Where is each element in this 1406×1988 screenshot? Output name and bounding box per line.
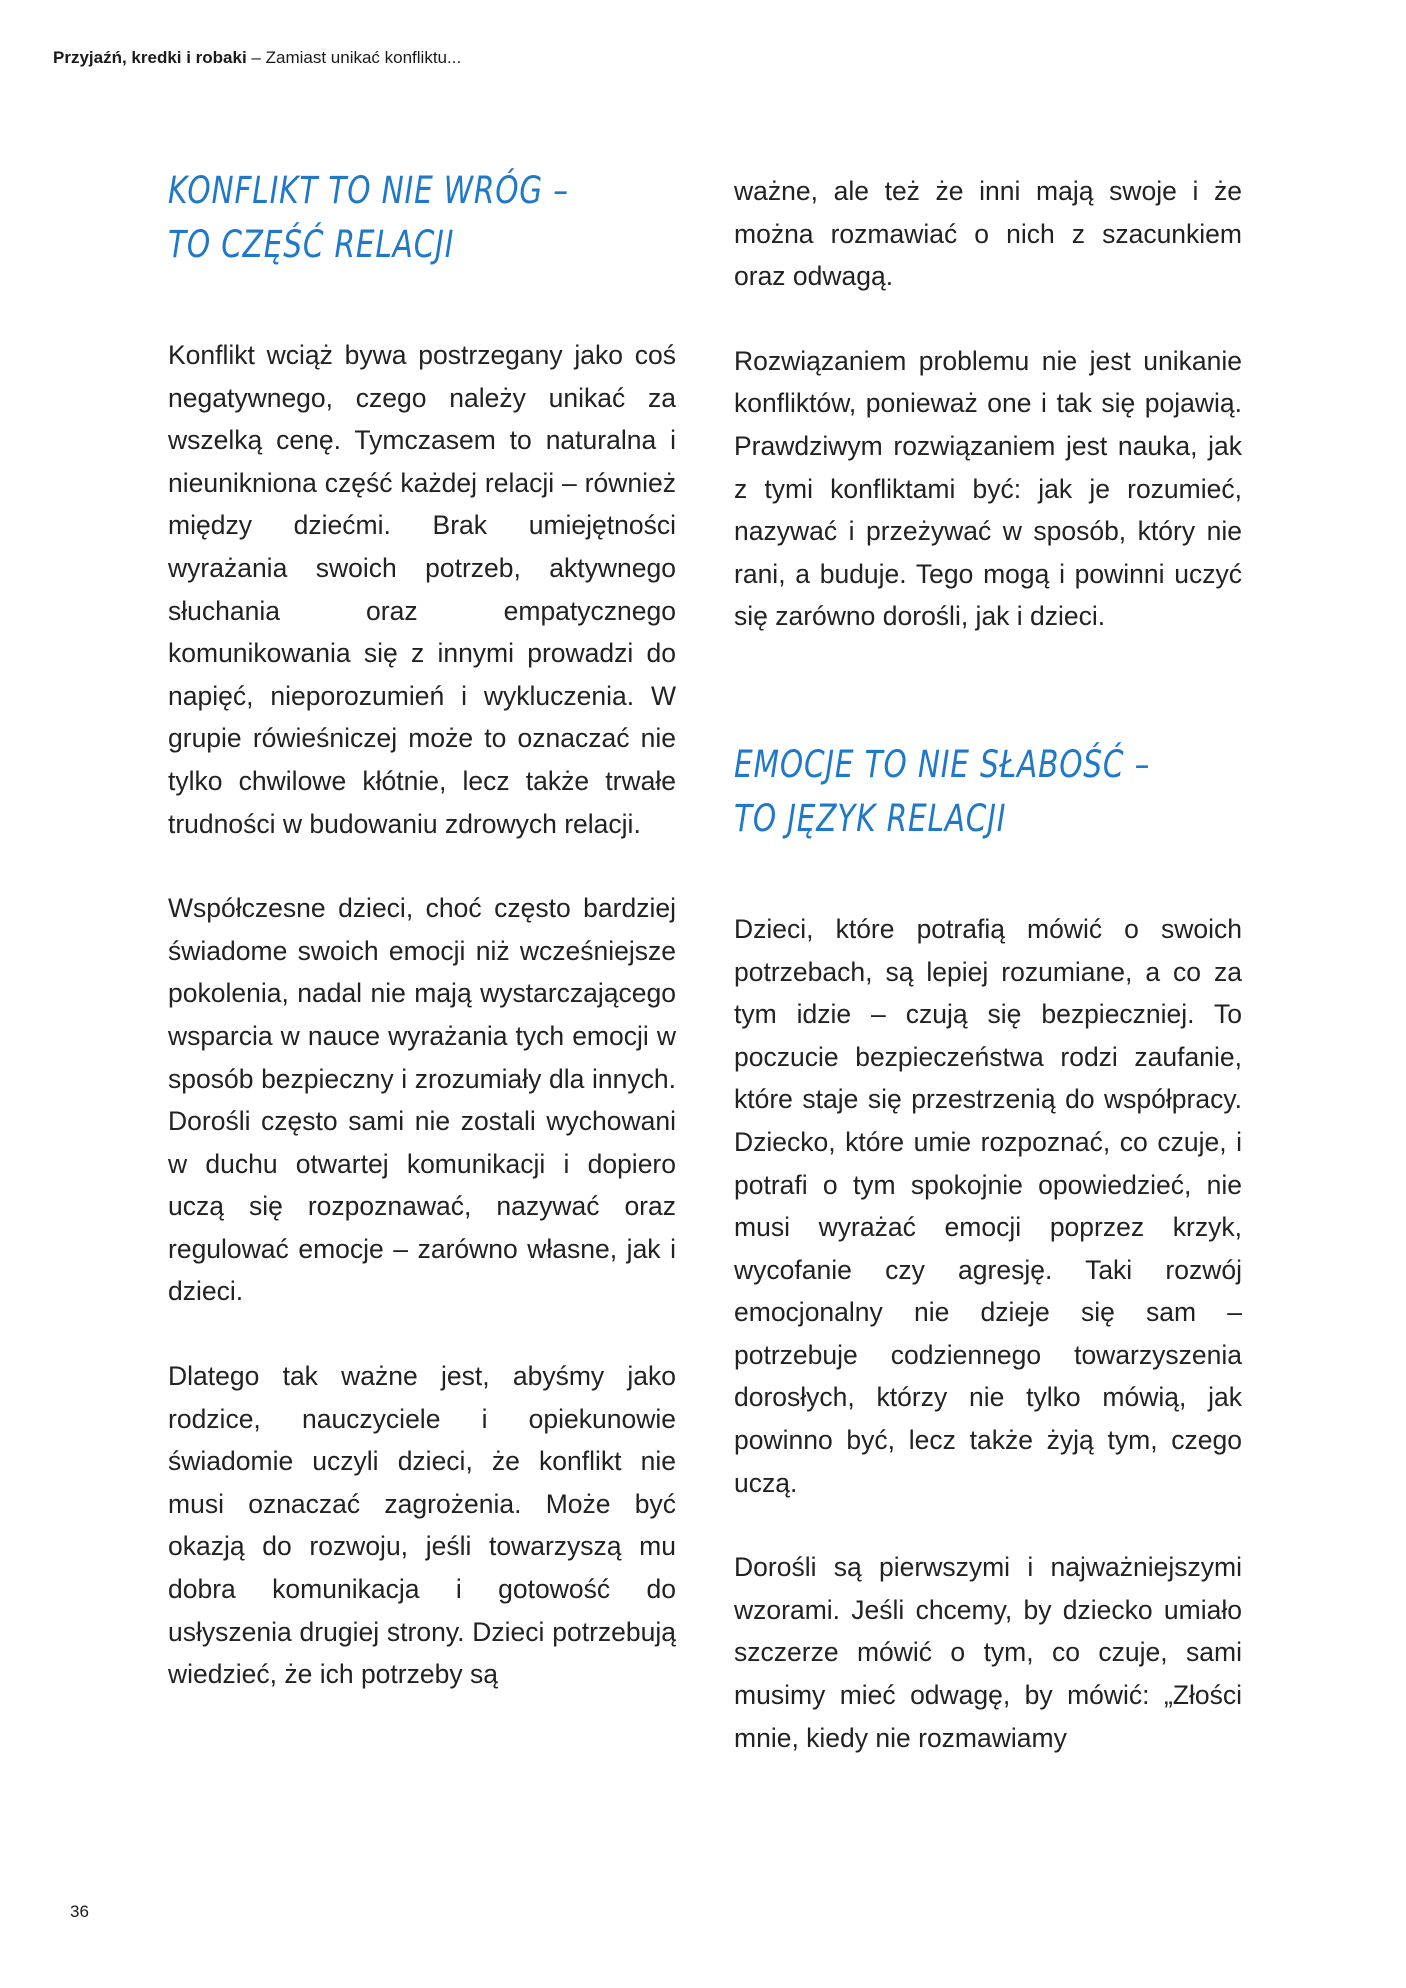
body-paragraph: Współczesne dzieci, choć często bardziej świadome swoich emocji niż wcześniejsze pokolenia, nadal nie mają wystarczającego wsparcia w nauce wyrażania tych emocji w sposób bezpieczny i zrozumiały dla innych. Dorośli często sami nie zostali wychowani w duchu otwartej komunikacji i dopiero uczą się rozpoznawać, nazywać oraz regulować emocje – zarówno własne, jak i dzieci. [168,893,676,1307]
running-head-separator: – [246,48,266,67]
right-column [734,164,1242,1759]
body-paragraph: Rozwiązaniem problemu nie jest unikanie konfliktów, ponieważ one i tak się pojawią. Prawdziwym rozwiązaniem jest nauka, jak z tymi konfliktami być: jak je rozumieć, nazywać i przeżywać w sposób, który nie rani, a buduje. Tego mogą i powinni uczyć się zarówno dorośli, jak i dzieci. [734,345,1242,632]
heading-line: TO CZĘŚĆ RELACJI [168,223,455,266]
left-column [168,164,676,1696]
heading-line: TO JĘZYK RELACJI [734,796,1007,840]
section-heading-konflikt [168,164,648,272]
book-title: Przyjaźń, kredki i robaki [53,48,247,67]
heading-line: EMOCJE TO NIE SŁABOŚĆ – [734,742,1151,786]
body-paragraph: Dorośli są pierwszymi i najważniejszymi wzorami. Jeśli chcemy, by dziecko umiało szczerze mówić o tym, co czuje, sami musimy mieć odwagę, by mówić: „Złości mnie, kiedy nie rozmawiamy [734,1552,1242,1753]
chapter-title: Zamiast unikać konfliktu... [265,48,462,67]
body-paragraph: ważne, ale też że inni mają swoje i że można rozmawiać o nich z szacunkiem oraz odwagą. [734,176,1242,292]
running-head [53,48,461,68]
body-paragraph: Dlatego tak ważne jest, abyśmy jako rodzice, nauczyciele i opiekunowie świadomie uczyli dzieci, że konflikt nie musi oznaczać zagrożenia. Może być okazją do rozwoju, jeśli towarzyszą mu dobra komunikacja i gotowość do usłyszenia drugiej strony. Dzieci potrzebują wiedzieć, że ich potrzeby są [168,1361,676,1690]
section-heading-emocje [734,738,1214,846]
body-paragraph: Dzieci, które potrafią mówić o swoich potrzebach, są lepiej rozumiane, a co za tym idzie – czują się bezpieczniej. To poczucie bezpieczeństwa rodzi zaufanie, które staje się przestrzenią do współpracy. Dziecko, które umie rozpoznać, co czuje, i potrafi o tym spokojnie opowiedzieć, nie musi wyrażać emocji poprzez krzyk, wycofanie czy agresję. Taki rozwój emocjonalny nie dzieje się sam – potrzebuje codziennego towarzyszenia dorosłych, którzy nie tylko mówią, jak powinno być, lecz także żyją tym, czego uczą. [734,913,1242,1498]
body-paragraph: Konflikt wciąż bywa postrzegany jako coś negatywnego, czego należy unikać za wszelką cenę. Tymczasem to naturalna i nieunikniona część każdej relacji – również między dziećmi. Brak umiejętności wyrażania swoich potrzeb, aktywnego słuchania oraz empatycznego komunikowania się z innymi prowadzi do napięć, nieporozumień i wykluczenia. W grupie rówieśniczej może to oznaczać nie tylko chwilowe kłótnie, lecz także trwałe trudności w budowaniu zdrowych relacji. [168,340,676,839]
page-number: 36 [70,1902,89,1921]
heading-line: KONFLIKT TO NIE WRÓG – [168,169,569,212]
